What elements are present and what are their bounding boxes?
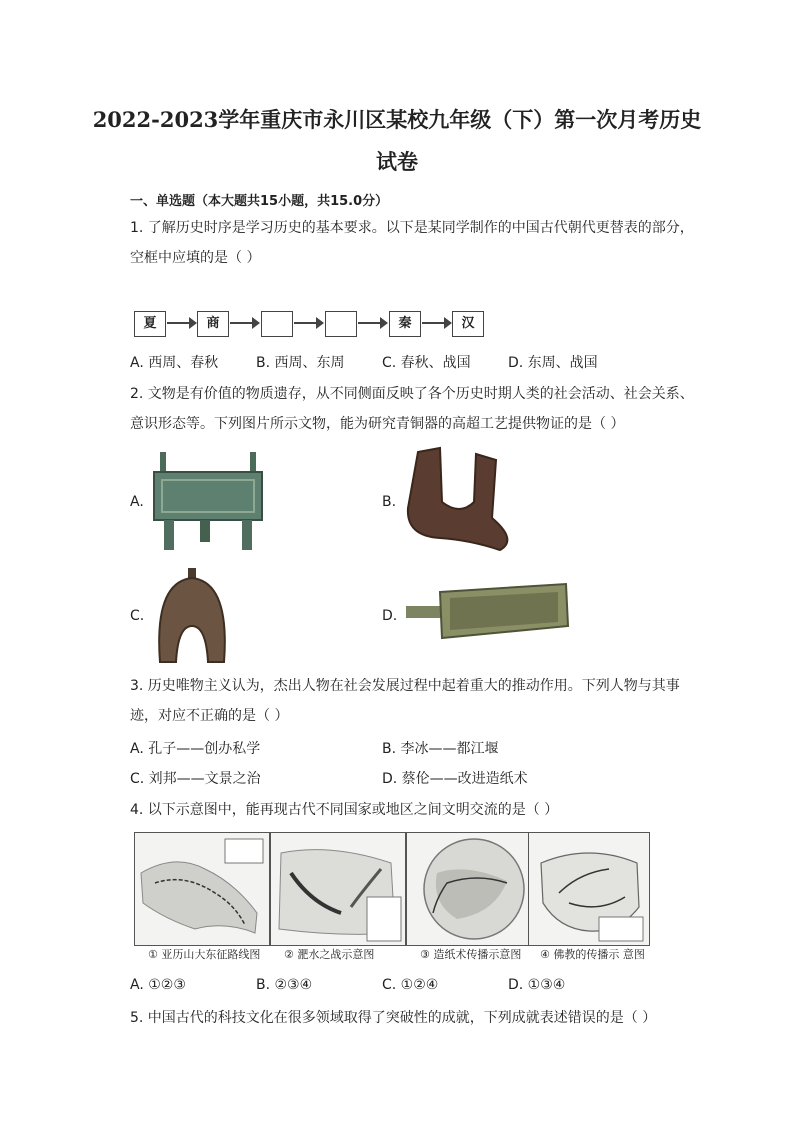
timeline-box-6: 汉 (452, 311, 484, 337)
section-heading: 一、单选题（本大题共15小题，共15.0分） (130, 194, 389, 209)
q3-option-d[interactable]: D. 蔡伦——改进造纸术 (382, 771, 528, 787)
q1-option-c[interactable]: C. 春秋、战国 (382, 355, 471, 371)
q3-option-c[interactable]: C. 刘邦——文景之治 (130, 771, 261, 787)
feishui-battle-map (270, 832, 406, 946)
q4-stem-line1: 4. 以下示意图中，能再现古代不同国家或地区之间文明交流的是（ ） (130, 802, 559, 818)
papermaking-spread-map (406, 832, 542, 946)
q1-option-d[interactable]: D. 东周、战国 (508, 355, 598, 371)
timeline-box-3-blank (261, 311, 293, 337)
map-caption-4: ④ 佛教的传播示 意图 (540, 948, 645, 961)
timeline-arrow (167, 322, 195, 324)
timeline-box-1: 夏 (134, 311, 166, 337)
timeline-box-5: 秦 (389, 311, 421, 337)
timeline-arrow (422, 322, 450, 324)
iron-hoe-image (400, 444, 520, 556)
q5-stem-line1: 5. 中国古代的科技文化在很多领域取得了突破性的成就，下列成就表述错误的是（ ） (130, 1010, 657, 1026)
q1-option-a[interactable]: A. 西周、春秋 (130, 355, 219, 371)
q3-option-b[interactable]: B. 李冰——都江堰 (382, 741, 499, 757)
q2-option-a[interactable]: A. (130, 494, 144, 510)
timeline-arrow (230, 322, 258, 324)
page-title-line2: 试卷 (376, 149, 418, 174)
q2-stem-line2: 意识形态等。下列图片所示文物，能为研究青铜器的高超工艺提供物证的是（ ） (130, 416, 625, 432)
timeline-arrow (294, 322, 322, 324)
timeline-box-2: 商 (197, 311, 229, 337)
q1-option-b[interactable]: B. 西周、东周 (256, 355, 345, 371)
map-caption-3: ③ 造纸术传播示意图 (420, 948, 522, 961)
q3-stem-line1: 3. 历史唯物主义认为，杰出人物在社会发展过程中起着重大的推动作用。下列人物与其事 (130, 678, 680, 694)
map-caption-1: ① 亚历山大东征路线图 (148, 948, 261, 961)
bronze-helmet-image (150, 566, 234, 666)
q1-stem-line1: 1. 了解历史时序是学习历史的基本要求。以下是某同学制作的中国古代朝代更替表的部分， (130, 220, 694, 236)
q2-stem-line1: 2. 文物是有价值的物质遗存，从不同侧面反映了各个历史时期人类的社会活动、社会关系、 (130, 386, 694, 402)
map-caption-2: ② 淝水之战示意图 (284, 948, 375, 961)
timeline-box-4-blank (325, 311, 357, 337)
q1-stem-line2: 空框中应填的是（ ） (130, 250, 261, 266)
q4-option-d[interactable]: D. ①③④ (508, 977, 566, 993)
q2-option-b[interactable]: B. (382, 494, 397, 510)
buddhism-spread-map (528, 832, 650, 946)
q4-option-a[interactable]: A. ①②③ (130, 977, 186, 993)
alexander-route-map (134, 832, 270, 946)
q4-option-b[interactable]: B. ②③④ (256, 977, 313, 993)
bronze-ding-image (150, 448, 266, 554)
page-title-line1: 2022-2023学年重庆市永川区某校九年级（下）第一次月考历史 (92, 107, 702, 132)
q2-option-d[interactable]: D. (382, 608, 398, 624)
q3-stem-line2: 迹，对应不正确的是（ ） (130, 708, 289, 724)
q2-option-c[interactable]: C. (130, 608, 145, 624)
stone-inkslab-image (402, 582, 572, 646)
timeline-arrow (358, 322, 386, 324)
q3-option-a[interactable]: A. 孔子——创办私学 (130, 741, 261, 757)
q4-option-c[interactable]: C. ①②④ (382, 977, 439, 993)
